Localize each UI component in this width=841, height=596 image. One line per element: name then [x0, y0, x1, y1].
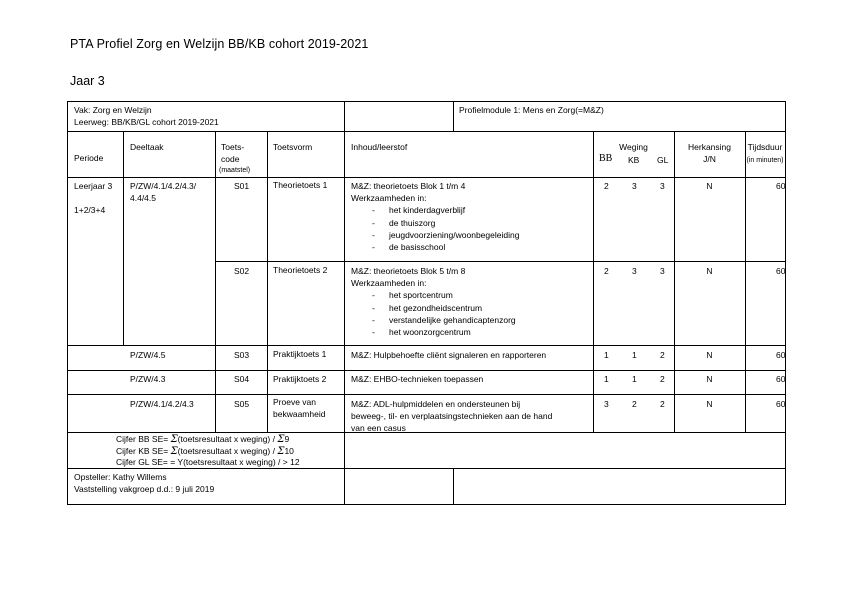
kb-s02: 3	[632, 266, 637, 276]
inhoud-s02-line2: Werkzaamheden in:	[351, 278, 427, 289]
list-item: - verstandelijke gehandicaptenzorg	[351, 314, 516, 326]
bb-s05: 3	[604, 399, 609, 409]
code-s05: S05	[234, 399, 250, 409]
formula-gl	[116, 457, 300, 468]
profielmodule-label: Profielmodule 1: Mens en Zorg(=M&Z)	[459, 105, 604, 115]
periode-leerjaar: Leerjaar 3	[74, 181, 113, 191]
column-divider	[453, 468, 454, 504]
row-divider	[68, 345, 785, 346]
vorm-s01: Theorietoets 1	[273, 180, 328, 190]
formula-gl-prefix: Cijfer GL SE= = Y(toetsresultaat x weging) /	[116, 457, 281, 467]
column-divider	[745, 131, 746, 432]
tijdsduur-s01: 60	[776, 181, 786, 191]
sigma-symbol: Σ	[170, 434, 178, 445]
bb-s02: 2	[604, 266, 609, 276]
col-kb: KB	[628, 155, 640, 165]
inhoud-s02-bullets	[351, 289, 516, 338]
deeltaak-s05: P/ZW/4.1/4.2/4.3	[130, 399, 194, 409]
vak-label: Vak: Zorg en Welzijn	[74, 105, 152, 115]
formula-gl-suffix: > 12	[282, 457, 300, 467]
col-toetsvorm: Toetsvorm	[273, 142, 313, 152]
code-s04: S04	[234, 374, 250, 384]
opsteller: Opsteller: Kathy Willems	[74, 472, 167, 482]
deeltaak-s01-2: 4.4/4.5	[130, 193, 156, 203]
year-heading: Jaar 3	[70, 74, 105, 88]
periode-perioden: 1+2/3+4	[74, 205, 106, 215]
list-item: - het sportcentrum	[351, 289, 516, 301]
sigma-symbol: Σ	[277, 446, 285, 457]
gl-s05: 2	[660, 399, 665, 409]
inhoud-s05-line3: van een casus	[351, 423, 406, 434]
col-bb: BB	[599, 153, 613, 164]
formula-bb-prefix: Cijfer BB SE=	[116, 434, 169, 444]
col-toetscode-note: (maatstel)	[219, 167, 251, 174]
tijdsduur-s02: 60	[776, 266, 786, 276]
column-divider	[593, 131, 594, 432]
formula-kb-mid: (toetsresultaat x weging) /	[177, 446, 275, 456]
formula-kb-suffix: 10	[284, 446, 294, 456]
col-tijdsduur: Tijdsduur	[747, 142, 783, 152]
kb-s04: 1	[632, 374, 637, 384]
row-divider	[68, 370, 785, 371]
column-divider	[344, 131, 345, 432]
inhoud-s05-line1: M&Z: ADL-hulpmiddelen en ondersteunen bij	[351, 399, 521, 409]
row-divider	[68, 177, 785, 178]
tijdsduur-s05: 60	[776, 399, 786, 409]
list-item: - het kinderdagverblijf	[351, 204, 519, 216]
code-s03: S03	[234, 350, 250, 360]
gl-s01: 3	[660, 181, 665, 191]
pta-table	[67, 101, 786, 505]
vorm-s04: Praktijktoets 2	[273, 374, 327, 384]
formula-kb	[116, 446, 294, 457]
row-divider	[68, 131, 785, 132]
column-divider	[215, 131, 216, 432]
deeltaak-s01-1: P/ZW/4.1/4.2/4.3/	[130, 181, 197, 191]
column-divider	[674, 131, 675, 432]
deeltaak-s03: P/ZW/4.5	[130, 350, 166, 360]
herkansing-s01: N	[706, 181, 713, 191]
tijdsduur-s04: 60	[776, 374, 786, 384]
herkansing-s04: N	[706, 374, 713, 384]
bb-s03: 1	[604, 350, 609, 360]
sigma-symbol: Σ	[170, 446, 178, 457]
inhoud-s05-line2: beweeg-, til- en verplaatsingstechnieken aan de hand	[351, 411, 553, 422]
column-divider	[453, 102, 454, 131]
column-divider	[267, 131, 268, 432]
column-divider	[123, 131, 124, 177]
inhoud-s03: M&Z: Hulpbehoefte cliënt signaleren en rapporteren	[351, 350, 547, 360]
list-item: - de basisschool	[351, 241, 519, 253]
sigma-symbol: Σ	[277, 434, 285, 445]
gl-s04: 2	[660, 374, 665, 384]
col-toetscode-2: code	[221, 154, 240, 164]
col-toetscode-1: Toets-	[221, 142, 245, 152]
inhoud-s01-line2: Werkzaamheden in:	[351, 193, 427, 204]
row-divider	[68, 468, 785, 469]
col-gl: GL	[657, 155, 669, 165]
vorm-s05-2: bekwaamheid	[273, 409, 326, 419]
col-weging: Weging	[619, 142, 648, 152]
col-inhoud: Inhoud/leerstof	[351, 142, 408, 152]
list-item: - de thuiszorg	[351, 217, 519, 229]
inhoud-s04: M&Z: EHBO-technieken toepassen	[351, 374, 484, 384]
inhoud-s01	[351, 180, 519, 253]
vorm-s02: Theorietoets 2	[273, 265, 328, 275]
tijdsduur-s03: 60	[776, 350, 786, 360]
kb-s03: 1	[632, 350, 637, 360]
formula-kb-prefix: Cijfer KB SE=	[116, 446, 169, 456]
col-deeltaak: Deeltaak	[130, 142, 164, 152]
bb-s04: 1	[604, 374, 609, 384]
herkansing-s02: N	[706, 266, 713, 276]
list-item: - het woonzorgcentrum	[351, 326, 516, 338]
inhoud-s05	[351, 398, 552, 435]
kb-s05: 2	[632, 399, 637, 409]
document-title: PTA Profiel Zorg en Welzijn BB/KB cohort 2019-2021	[70, 37, 369, 51]
inhoud-s01-line1: M&Z: theorietoets Blok 1 t/m 4	[351, 181, 466, 191]
col-periode: Periode	[74, 153, 104, 163]
col-herkansing: Herkansing	[688, 142, 731, 152]
col-herkansing-jn: J/N	[703, 154, 716, 164]
code-s01: S01	[234, 181, 250, 191]
row-divider	[215, 261, 785, 262]
leerweg-label: Leerweg: BB/KB/GL cohort 2019-2021	[74, 117, 219, 127]
vorm-s03: Praktijktoets 1	[273, 349, 327, 359]
inhoud-s02-line1: M&Z: theorietoets Blok 5 t/m 8	[351, 266, 466, 276]
code-s02: S02	[234, 266, 250, 276]
column-divider	[123, 177, 124, 345]
inhoud-s01-bullets	[351, 204, 519, 253]
deeltaak-s04: P/ZW/4.3	[130, 374, 166, 384]
vorm-s05-1: Proeve van	[273, 397, 316, 407]
formula-bb-suffix: 9	[284, 434, 290, 444]
herkansing-s03: N	[706, 350, 713, 360]
bb-s01: 2	[604, 181, 609, 191]
list-item: - jeugdvoorziening/woonbegeleiding	[351, 229, 519, 241]
gl-s03: 2	[660, 350, 665, 360]
formula-bb-mid: (toetsresultaat x weging) /	[177, 434, 275, 444]
vaststelling: Vaststelling vakgroep d.d.: 9 juli 2019	[74, 484, 215, 494]
formula-bb	[116, 434, 289, 445]
col-tijdsduur-unit: (in minuten)	[746, 157, 784, 164]
gl-s02: 3	[660, 266, 665, 276]
herkansing-s05: N	[706, 399, 713, 409]
inhoud-s02	[351, 265, 516, 338]
list-item: - het gezondheidscentrum	[351, 302, 516, 314]
kb-s01: 3	[632, 181, 637, 191]
row-divider	[68, 394, 785, 395]
